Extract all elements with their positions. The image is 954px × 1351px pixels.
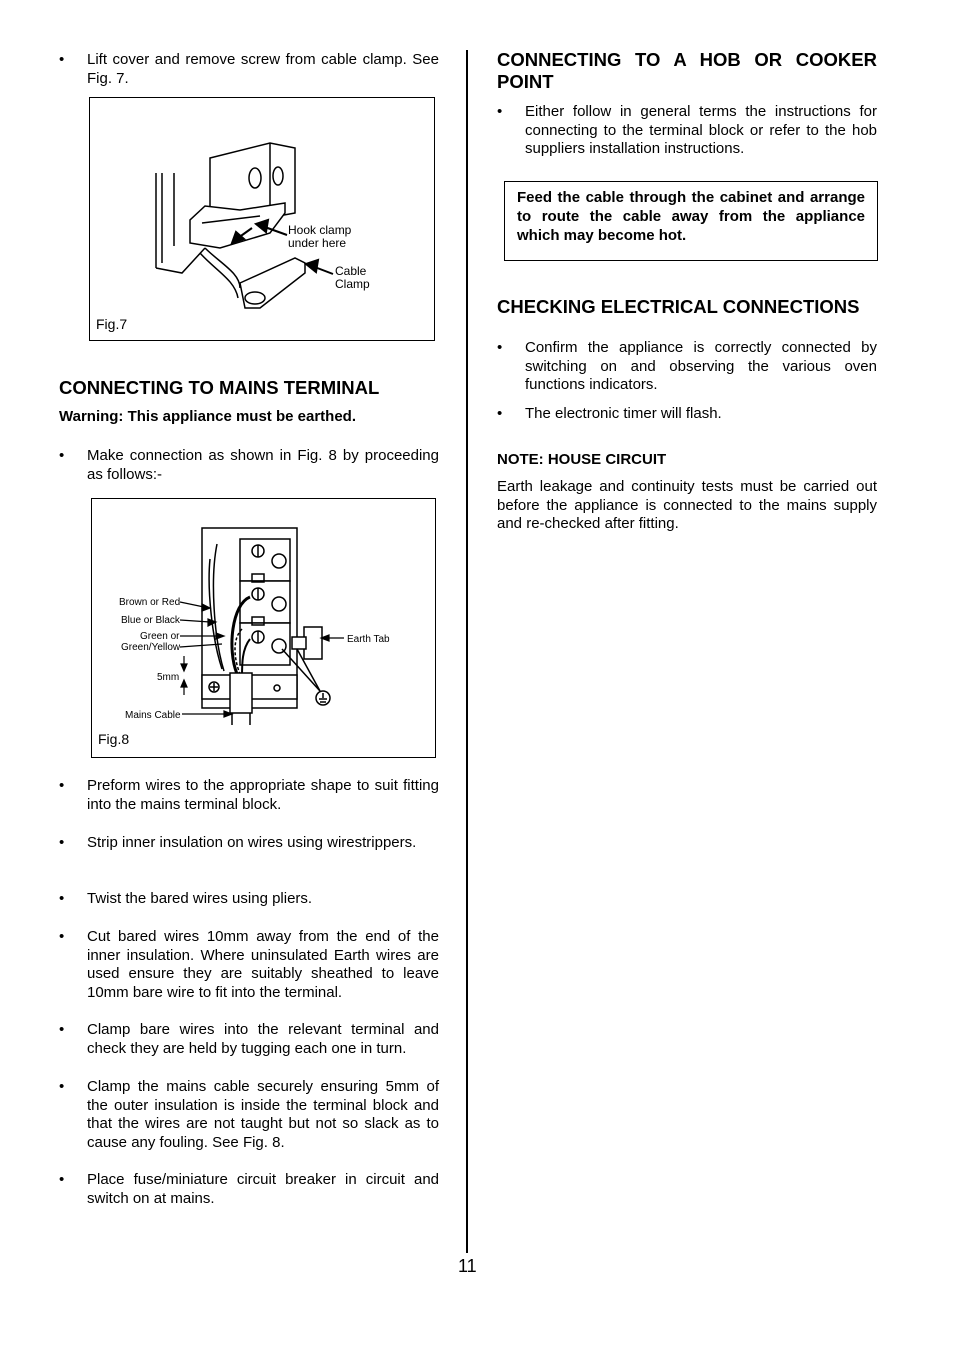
bullet-text: Confirm the appliance is correctly connected by switching on and observing the various oven functions indicators.	[525, 339, 877, 393]
bullet-dot: •	[497, 405, 503, 422]
bullet-dot: •	[59, 1078, 65, 1095]
bullet-text: Clamp the mains cable securely ensuring 5mm of the outer insulation is inside the terminal block and that the wires are not taught but not so slack as to cause any fouling. See Fig. 8.	[87, 1078, 439, 1151]
bullet-dot: •	[59, 1171, 65, 1188]
bullet-dot: •	[497, 103, 503, 120]
page-number: 11	[458, 1256, 477, 1276]
figure-8	[91, 498, 436, 758]
bullet-text: Either follow in general terms the instructions for connecting to the terminal block or refer to the hob suppliers installation instructions.	[525, 103, 877, 157]
bullet-timer	[497, 405, 877, 424]
bullet-dot: •	[59, 834, 65, 851]
label-brown-wire: Brown or Red	[119, 597, 181, 608]
bullet-clamp-cable	[59, 1078, 439, 1152]
bullet-text: Make connection as shown in Fig. 8 by proceeding as follows:-	[87, 447, 439, 483]
cable-routing-note: Feed the cable through the cabinet and arrange to route the cable away from the appliance which may become hot.	[504, 181, 878, 261]
heading-hob-connection: CONNECTING TO A HOB OR COOKER POINT	[497, 49, 877, 92]
label-green-wire-2: Green/Yellow	[121, 642, 181, 653]
bullet-cut	[59, 928, 439, 1002]
heading-mains-terminal: CONNECTING TO MAINS TERMINAL	[59, 377, 380, 398]
bullet-make-connection	[59, 447, 439, 484]
figure-8-drawing	[92, 499, 435, 757]
bullet-dot: •	[59, 1021, 65, 1038]
label-green-wire-1: Green or	[140, 631, 180, 642]
note-house-circuit-heading: NOTE: HOUSE CIRCUIT	[497, 451, 667, 468]
bullet-dot: •	[59, 447, 65, 464]
bullet-hob-instructions	[497, 103, 877, 159]
hook-clamp-label-2: under here	[288, 236, 347, 250]
bullet-dot: •	[59, 51, 65, 68]
cable-clamp-label-2: Clamp	[335, 277, 370, 291]
bullet-confirm	[497, 339, 877, 395]
cable-clamp-label-1: Cable	[335, 264, 367, 278]
bullet-text: Preform wires to the appropriate shape to suit fitting into the mains terminal block.	[87, 777, 439, 813]
hook-clamp-label-1: Hook clamp	[288, 223, 352, 237]
bullet-strip	[59, 834, 439, 853]
bullet-text: Clamp bare wires into the relevant terminal and check they are held by tugging each one in turn.	[87, 1021, 439, 1057]
bullet-dot: •	[59, 890, 65, 907]
bullet-text: Lift cover and remove screw from cable clamp. See Fig. 7.	[87, 51, 439, 87]
heading-checking-connections: CHECKING ELECTRICAL CONNECTIONS	[497, 296, 860, 317]
bullet-clamp-wires	[59, 1021, 439, 1058]
figure-7	[89, 97, 435, 341]
bullet-text: Strip inner insulation on wires using wirestrippers.	[87, 834, 417, 851]
bullet-text: Twist the bared wires using pliers.	[87, 890, 313, 907]
figure-7-drawing	[90, 98, 434, 340]
earth-warning: Warning: This appliance must be earthed.	[59, 408, 356, 425]
bullet-text: Place fuse/miniature circuit breaker in circuit and switch on at mains.	[87, 1171, 439, 1207]
bullet-dot: •	[59, 777, 65, 794]
bullet-fuse	[59, 1171, 439, 1208]
label-blue-wire: Blue or Black	[121, 615, 180, 626]
bullet-dot: •	[59, 928, 65, 945]
note-house-circuit-text: Earth leakage and continuity tests must be carried out before the appliance is connected to the mains supply and re-checked after fitting.	[497, 478, 877, 532]
column-divider	[466, 50, 468, 1253]
figure-7-caption: Fig.7	[96, 316, 128, 332]
bullet-lift-cover	[59, 51, 439, 88]
bullet-twist	[59, 890, 439, 909]
label-earth-tab: Earth Tab	[347, 634, 390, 645]
label-mains-cable: Mains Cable	[125, 710, 181, 721]
bullet-text: The electronic timer will flash.	[525, 405, 722, 422]
bullet-text: Cut bared wires 10mm away from the end of the inner insulation. Where uninsulated Earth wires are used ensure they are suitably sheathed to leave 10mm bare wire to fit into the terminal.	[87, 928, 439, 1001]
figure-8-caption: Fig.8	[98, 731, 130, 747]
bullet-preform	[59, 777, 439, 814]
label-5mm: 5mm	[157, 672, 180, 683]
bullet-dot: •	[497, 339, 503, 356]
